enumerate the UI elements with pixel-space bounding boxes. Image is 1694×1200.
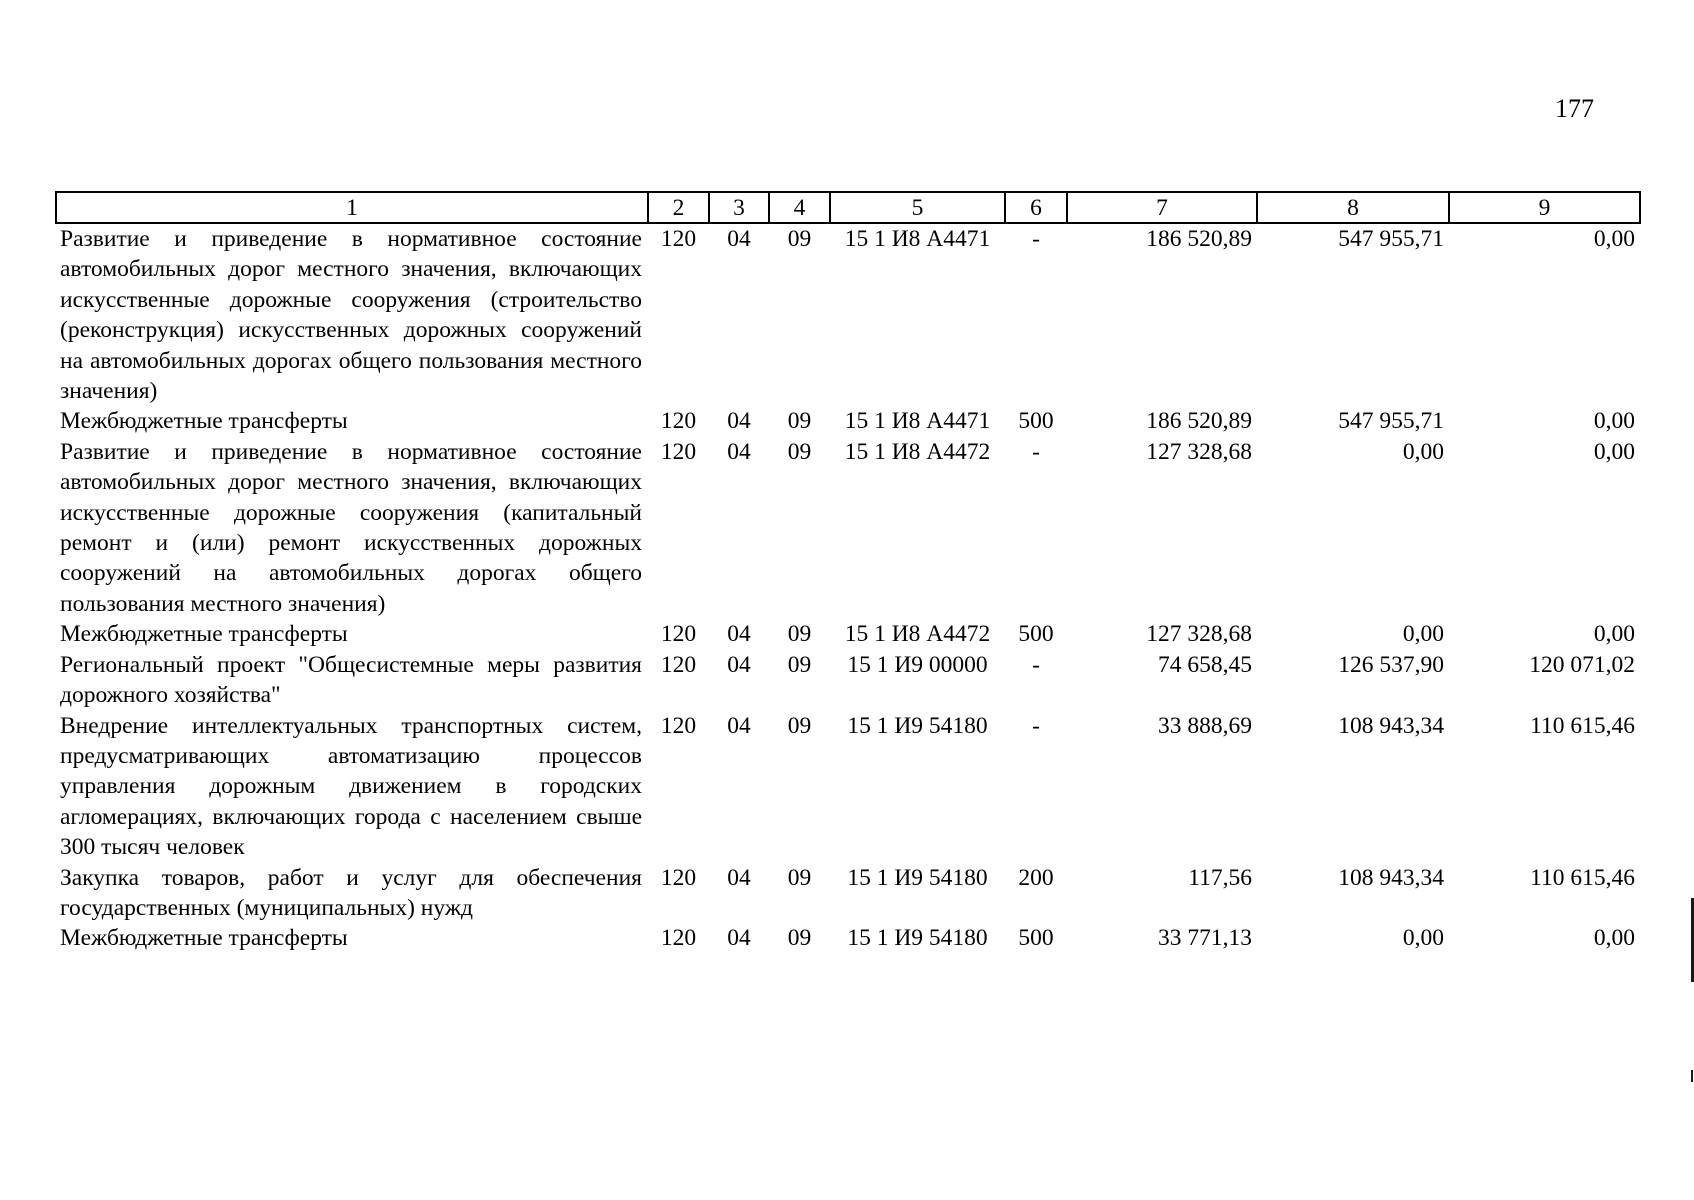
cell-col9: 110 615,46 [1530,712,1635,739]
cell-col3: 04 [727,925,751,952]
cell-col4: 09 [787,864,812,891]
table-row [56,406,1640,436]
cell-col6: - [1032,226,1040,252]
cell-col2: 120 [660,925,697,952]
cell-col6: 500 [1018,925,1054,952]
cell-col8: 0,00 [1402,438,1444,465]
cell-col6: 200 [1018,864,1054,891]
column-header: 4 [769,192,830,223]
row-name: Межбюджетные трансферты [60,408,348,435]
row-name: Межбюджетные трансферты [60,621,348,648]
table-row [56,711,1640,863]
table-row [56,650,1640,711]
table-row [56,619,1640,649]
cell-col4: 09 [787,408,812,435]
cell-col6: - [1032,438,1040,465]
cell-col5: 15 1 И9 00000 [847,651,988,678]
cell-col8: 108 943,34 [1338,864,1444,891]
cell-col8: 126 537,90 [1338,651,1444,678]
cell-col2: 120 [660,408,697,435]
cell-col6: 500 [1018,621,1054,648]
cell-col9: 0,00 [1593,226,1635,252]
cell-col3: 04 [727,621,751,648]
cell-col4: 09 [787,438,812,465]
cell-col2: 120 [660,712,697,739]
cell-col7: 33 771,13 [1158,925,1252,952]
cell-col9: 0,00 [1593,621,1635,648]
cell-col7: 186 520,89 [1146,408,1252,435]
row-name: Региональный проект "Общесистемные меры развития дорожного хозяйства" [60,651,642,709]
cell-col7: 127 328,68 [1146,621,1252,648]
column-header: 5 [830,192,1005,223]
cell-col8: 547 955,71 [1338,408,1444,435]
cell-col6: 500 [1018,408,1054,435]
cell-col5: 15 1 И8 А4471 [844,226,991,252]
column-header: 3 [709,192,769,223]
row-name: Закупка товаров, работ и услуг для обеспечения государственных (муниципальных) нужд [60,864,642,921]
cell-col7: 74 658,45 [1158,651,1252,678]
cell-col3: 04 [727,408,751,435]
cell-col9: 110 615,46 [1530,864,1635,891]
cell-col8: 0,00 [1402,925,1444,952]
scan-edge-mark [1691,1070,1693,1082]
cell-col9: 0,00 [1593,925,1635,952]
cell-col2: 120 [660,621,697,648]
cell-col8: 547 955,71 [1338,226,1444,252]
cell-col6: - [1032,651,1040,678]
cell-col7: 127 328,68 [1146,438,1252,465]
column-header: 1 [56,192,648,223]
cell-col9: 0,00 [1593,408,1635,435]
cell-col3: 04 [727,651,751,678]
row-name: Развитие и приведение в нормативное состояние автомобильных дорог местного значения, включающих искусственные дорожные сооружения (строительство (реконструкция) искусственных дорожных сооружений на автомобильных дорогах общего пользования местного значения) [60,226,642,405]
cell-col3: 04 [727,226,751,252]
cell-col4: 09 [787,651,812,678]
cell-col8: 0,00 [1402,621,1444,648]
cell-col5: 15 1 И9 54180 [847,925,988,952]
table-row [56,223,1640,406]
cell-col3: 04 [727,712,751,739]
cell-col2: 120 [660,651,697,678]
cell-col2: 120 [660,226,697,252]
cell-col4: 09 [787,925,812,952]
cell-col3: 04 [727,438,751,465]
cell-col5: 15 1 И8 А4472 [844,438,991,465]
cell-col5: 15 1 И9 54180 [847,712,988,739]
cell-col9: 120 071,02 [1529,651,1635,678]
cell-col4: 09 [787,712,812,739]
cell-col6: - [1032,712,1040,739]
cell-col2: 120 [660,864,697,891]
table-header-row [56,192,1640,223]
cell-col2: 120 [660,438,697,465]
cell-col7: 117,56 [1188,864,1252,891]
cell-col4: 09 [787,226,812,252]
table-row [56,863,1640,924]
cell-col4: 09 [787,621,812,648]
column-header: 8 [1257,192,1449,223]
row-name: Межбюджетные трансферты [60,925,348,952]
column-header: 7 [1067,192,1257,223]
column-header: 9 [1449,192,1640,223]
row-name: Развитие и приведение в нормативное состояние автомобильных дорог местного значения, включающих искусственные дорожные сооружения (капитальный ремонт и (или) ремонт искусственных дорожных сооружений на автомобильных дорогах общего пользования местного значения) [60,438,642,617]
cell-col5: 15 1 И8 А4472 [844,621,991,648]
page-number: 177 [1555,94,1594,123]
cell-col5: 15 1 И9 54180 [847,864,988,891]
cell-col9: 0,00 [1593,438,1635,465]
column-header: 2 [648,192,709,223]
cell-col7: 33 888,69 [1158,712,1252,739]
table-row [56,923,1640,953]
cell-col3: 04 [727,864,751,891]
table-row [56,437,1640,619]
row-name: Внедрение интеллектуальных транспортных систем, предусматривающих автоматизацию процессов управления дорожным движением в городских агломерациях, включающих города с населением свыше 300 тысяч человек [60,712,642,861]
budget-table [55,191,1641,954]
cell-col5: 15 1 И8 А4471 [844,408,991,435]
cell-col8: 108 943,34 [1338,712,1444,739]
cell-col7: 186 520,89 [1146,226,1252,252]
column-header: 6 [1005,192,1067,223]
